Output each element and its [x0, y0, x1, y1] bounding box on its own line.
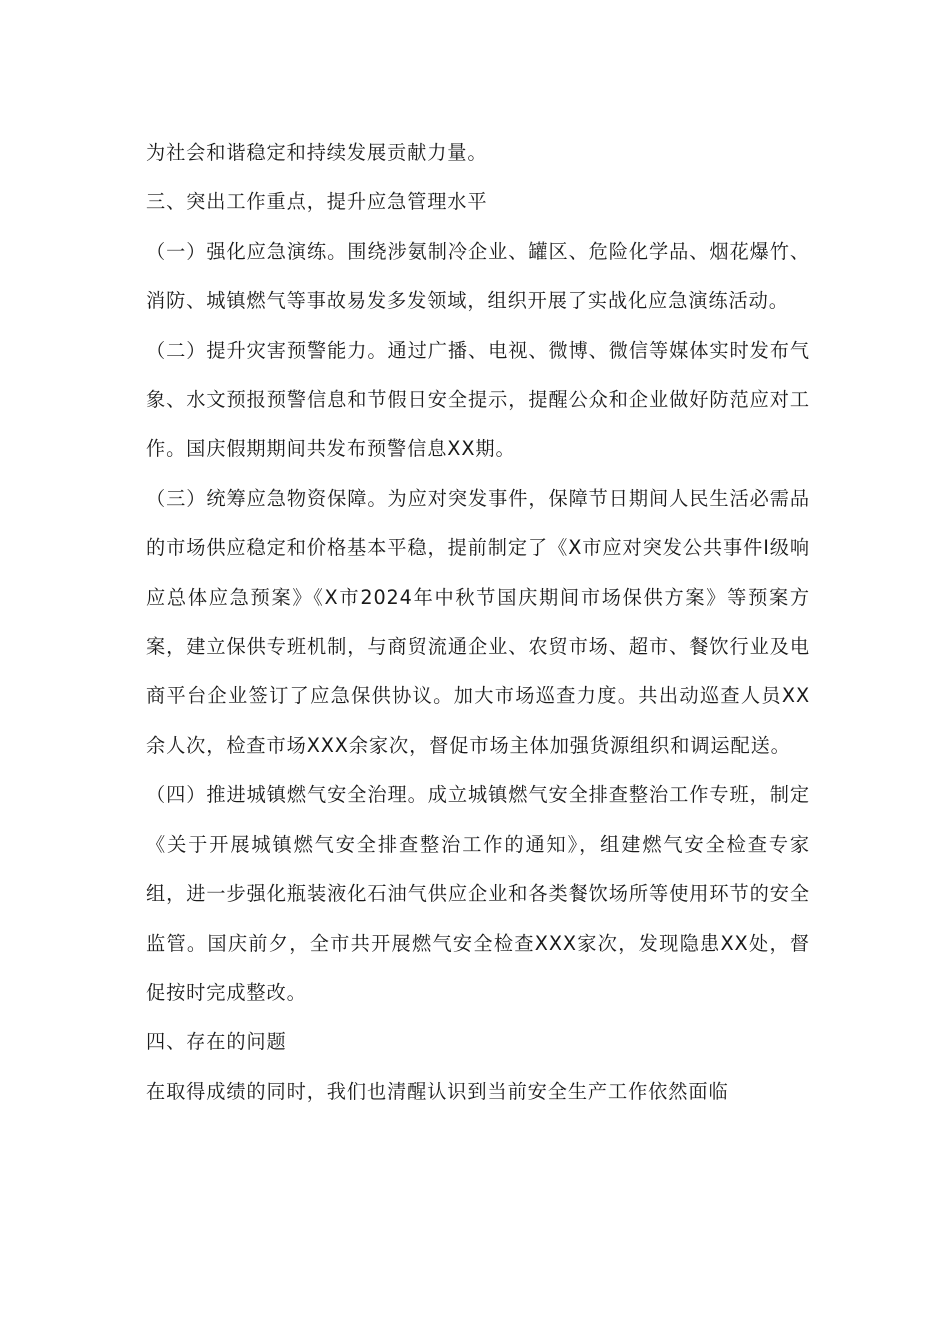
paragraph-gas-safety: （四）推进城镇燃气安全治理。成立城镇燃气安全排查整治工作专班，制定《关于开展城镇燃气安全排查整治工作的通知》，组建燃气安全检查专家组，进一步强化瓶装液化石油气供应企业和各类餐饮场所等使用环节的安全监管。国庆前夕，全市共开展燃气安全检查XXX家次，发现隐患XX处，督促按时完成整改。 [146, 783, 810, 1004]
paragraph-emergency-supplies: （三）统筹应急物资保障。为应对突发事件，保障节日期间人民生活必需品的市场供应稳定和价格基本平稳，提前制定了《X市应对突发公共事件I级响应总体应急预案》《X市2024年中秋节国庆期间市场保供方案》等预案方案，建立保供专班机制，与商贸流通企业、农贸市场、超市、餐饮行业及电商平台企业签订了应急保供协议。加大市场巡查力度。共出动巡查人员XX余人次，检查市场XXX余家次，督促市场主体加强货源组织和调运配送。 [146, 486, 810, 757]
section-heading-four: 四、存在的问题 [146, 1030, 287, 1054]
paragraph-emergency-drills: （一）强化应急演练。围绕涉氨制冷企业、罐区、危险化学品、烟花爆竹、消防、城镇燃气等事故易发多发领域，组织开展了实战化应急演练活动。 [146, 239, 810, 313]
paragraph-closing-sentence: 为社会和谐稳定和持续发展贡献力量。 [146, 141, 488, 164]
section-heading-three: 三、突出工作重点，提升应急管理水平 [146, 190, 488, 214]
paragraph-disaster-warning: （二）提升灾害预警能力。通过广播、电视、微博、微信等媒体实时发布气象、水文预报预警信息和节假日安全提示，提醒公众和企业做好防范应对工作。国庆假期期间共发布预警信息XX期。 [146, 338, 810, 461]
paragraph-existing-problems: 在取得成绩的同时，我们也清醒认识到当前安全生产工作依然面临 [146, 1079, 729, 1103]
document-body [146, 128, 810, 1116]
